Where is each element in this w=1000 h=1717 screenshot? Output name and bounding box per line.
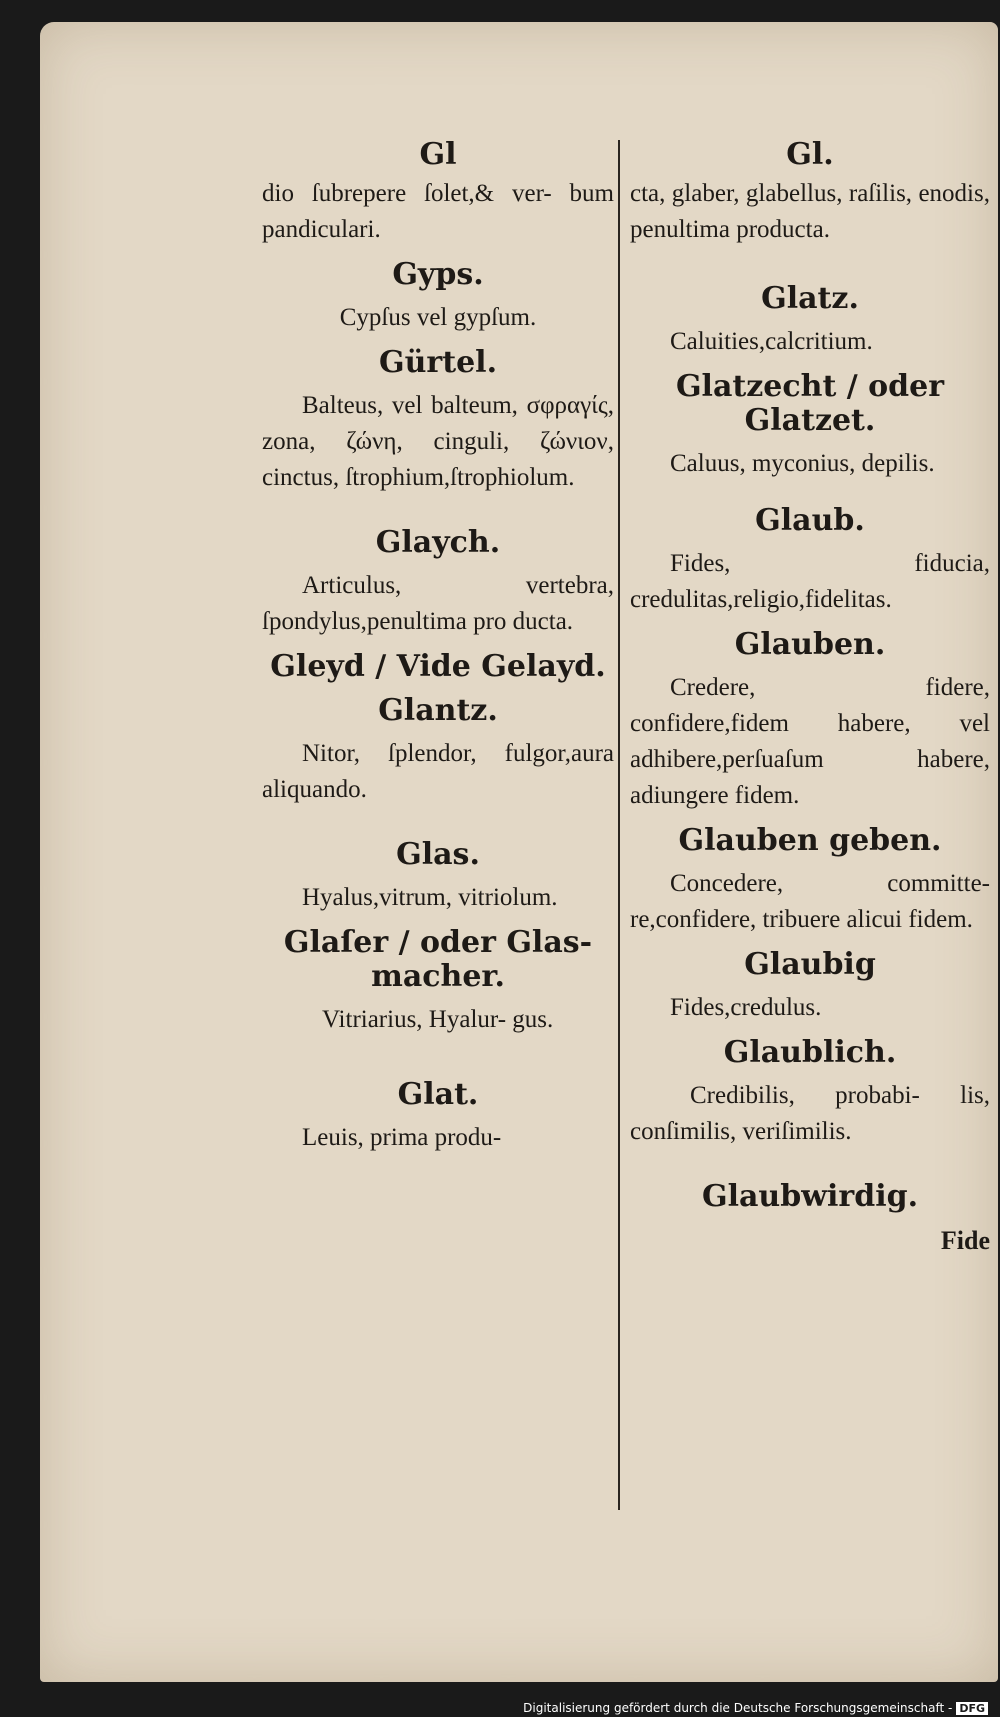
headword: Glatz. [761, 281, 859, 316]
entry-text: Cypſus vel gypſum. [339, 304, 537, 331]
entry-text: cta, glaber, glabellus, raſilis, enodis, penultima producta. [630, 180, 990, 243]
headword: Glauben geben. [678, 823, 942, 858]
digitization-credit [523, 1701, 988, 1715]
left-column [262, 137, 614, 1156]
headword: Gleyd / Vide Gelayd. [270, 649, 606, 684]
entry-text: Fides, fiducia, credulitas,religio,fidelitas. [630, 550, 990, 613]
headword: Glatzecht / oder Glatzet. [675, 369, 945, 438]
running-head-right: Gl. [786, 137, 834, 172]
entry-text: Concedere, committe- re,confidere, tribuere alicui fidem. [630, 870, 990, 933]
credit-text: Digitalisierung gefördert durch die Deutsche Forschungsgemeinschaft - [523, 1701, 953, 1715]
entry-text: Fides,credulus. [670, 994, 822, 1021]
entry-text: Nitor, ſplendor, fulgor,aura aliquando. [262, 740, 614, 803]
right-column [630, 137, 990, 1256]
entry-text: Hyalus,vitrum, vitriolum. [302, 884, 558, 911]
headword: Glaublich. [723, 1035, 897, 1070]
book-page [40, 22, 998, 1682]
entry-text: Credibilis, probabi- lis, conſimilis, veriſimilis. [630, 1082, 990, 1145]
entry-text: Balteus, vel balteum, σφραγίς, zona, ζώνη, cinguli, ζώνιον, cinctus, ſtrophium,ſtrophiolum. [262, 392, 614, 491]
running-head-left: Gl [419, 137, 457, 172]
headword: Gyps. [392, 257, 484, 292]
headword: Glat. [397, 1077, 479, 1112]
headword: Glauben. [734, 627, 886, 662]
headword: Glaych. [375, 525, 501, 560]
column-rule [618, 140, 620, 1510]
headword: Glaſer / oder Glas- macher. [283, 925, 593, 994]
headword: Gürtel. [378, 345, 498, 380]
entry-text: Articulus, vertebra, ſpondylus,penultima pro ducta. [262, 572, 614, 635]
headword: Glas. [396, 837, 480, 872]
entry-text: dio ſubrepere ſolet,& ver- bum pandiculari. [262, 180, 614, 243]
headword: Glaubig [744, 947, 876, 982]
entry-text: Leuis, prima produ- [302, 1124, 502, 1151]
headword: Glaubwirdig. [701, 1179, 919, 1214]
entry-text: Credere, fidere, confidere,fidem habere, vel adhibere,perſuaſum habere, adiungere fidem. [630, 674, 990, 809]
entry-text: Caluus, myconius, depilis. [670, 450, 935, 477]
catchword: Fide [940, 1226, 990, 1255]
dfg-logo: DFG [956, 1702, 988, 1715]
headword: Glantz. [378, 693, 498, 728]
entry-text: Caluities,calcritium. [670, 328, 873, 355]
entry-text: Vitriarius, Hyalur- gus. [322, 1006, 554, 1033]
headword: Glaub. [755, 503, 865, 538]
